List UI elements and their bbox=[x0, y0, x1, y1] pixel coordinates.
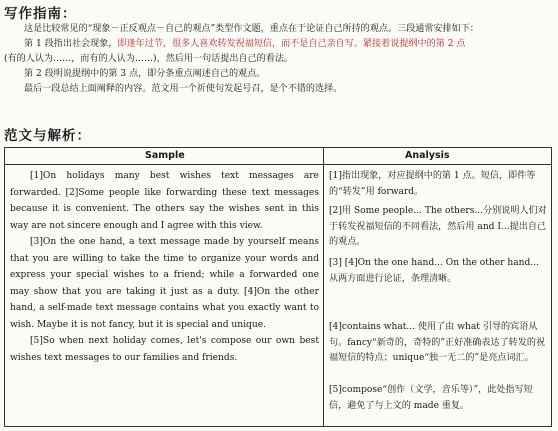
analysis-item-2: [2]用 Some people... The others...分别说明人们对于转发祝福短信的不同看法，然后用 and I...提出自己的观点。 bbox=[329, 206, 547, 247]
sample-header: Sample bbox=[145, 150, 185, 161]
sample-column bbox=[10, 168, 319, 366]
guide-paragraph-3: 最后一段总结上面阐释的内容。范文用一个祈使句发起号召，是个不错的选择。 bbox=[24, 84, 343, 94]
table-header-row bbox=[5, 148, 551, 165]
column-divider bbox=[323, 148, 324, 426]
section-heading: 范文与解析： bbox=[4, 128, 91, 144]
writing-guide-body bbox=[4, 22, 552, 97]
writing-guide-heading: 写作指南： bbox=[4, 6, 77, 22]
analysis-item-5: [5]compose“创作（文学，音乐等）”，此处指写短信，避免了与上文的 made 重复。 bbox=[329, 385, 533, 411]
sample-paragraph-3: [5]So when next holiday comes, let's compose our own best wishes text messages to our families and friends. bbox=[10, 336, 319, 363]
sample-paragraph-2: [3]On the one hand, a text message made by yourself means that you are willing to take the time to organize your words and express your special wishes to a friend; while a forwarded one may show that you are taking it just as a duty. [4]On the other hand, a self-made text message contains what you exactly want to wish. Maybe it is not fancy, but it is special and unique. bbox=[10, 237, 319, 330]
analysis-item-4: [4]contains what... 使用了由 what 引导的宾语从句。fancy“新奇的，奇特的”正好准确表达了转发的祝福短信的特点；unique“独一无二的”是亮点词汇。 bbox=[329, 322, 546, 363]
analysis-item-3: [3] [4]On the one hand... On the other hand...从两方面进行论证，条理清晰。 bbox=[329, 258, 539, 284]
sample-paragraph-1: [1]On holidays many best wishes text messages are forwarded. [2]Some people like forwarding these text messages because it is convenient. The others say the wishes sent in this way are not sincere enough and I agree with this view. bbox=[10, 171, 319, 231]
guide-paragraph-1-cont: (有的人认为……，而有的人认为……)，然后用一句话提出自己的看法。 bbox=[4, 54, 294, 64]
guide-intro: 这是比较常见的“现象－正反观点－自己的观点”类型作文题，重点在于论证自己所持的观点。三段通常安排如下： bbox=[24, 24, 479, 34]
sample-analysis-table bbox=[4, 147, 552, 427]
guide-paragraph-1: 第 1 段指出社会现象，即逢年过节，很多人喜欢转发祝福短信，而不是自己亲自写。紧接着说提纲中的第 2 点 bbox=[24, 39, 466, 49]
guide-paragraph-2: 第 2 段明说提纲中的第 3 点，即分条重点阐述自己的观点。 bbox=[24, 69, 266, 79]
analysis-item-1: [1]指出现象，对应提纲中的第 1 点。短信，即件等的“转发”用 forward。 bbox=[329, 171, 536, 197]
analysis-header: Analysis bbox=[405, 150, 450, 161]
